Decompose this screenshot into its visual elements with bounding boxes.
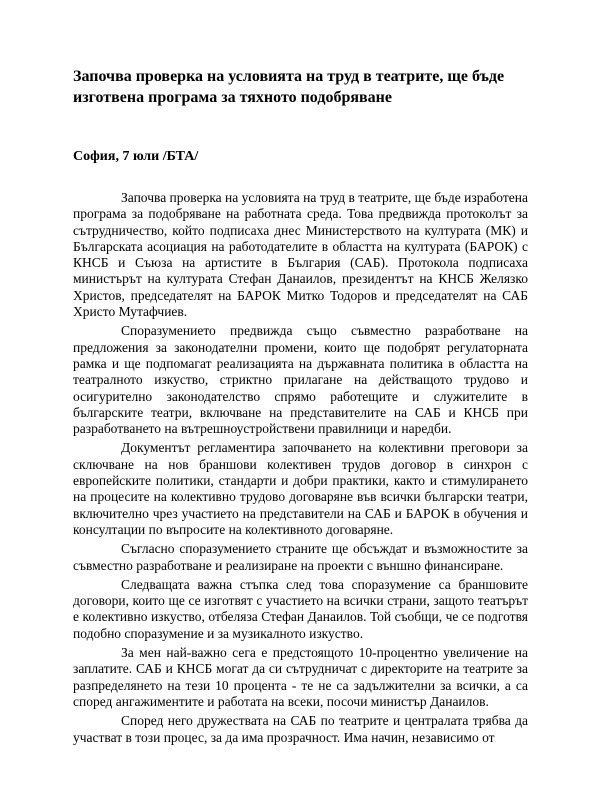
article-dateline: София, 7 юли /БТА/ [73, 149, 199, 164]
article-paragraph: Споразумението предвижда също съвместно разработване на предложения за законодателни промени, които ще подобрят регулаторната рамка и ще подпомагат реализацията на държавната политика в областта на театралното изкуство, стриктно прилагане на действащото трудово и осигурително законодателство спрямо работещите и служителите в българските театри, включване на представителите на САБ и КНСБ при разработването на вътрешноустройствени правилници и наредби. [73, 323, 528, 437]
article-paragraph: Започва проверка на условията на труд в театрите, ще бъде изработена програма за подобряване на работната среда. Това предвижда протоколът за сътрудничество, който подписаха днес Министерството на културата (МК) и Българската асоциация на работодателите в областта на културата (БАРОК) с КНСБ и Съюза на артистите в България (САБ). Протокола подписаха министърът на културата Стефан Данаилов, президентът на КНСБ Желязко Христов, председателят на БАРОК Митко Тодоров и председателят на САБ Христо Мутафчиев. [73, 190, 528, 320]
article-paragraph: Документът регламентира започването на колективни преговори за сключване на нов браншови колективен трудов договор в синхрон с европейските политики, стандарти и добри практики, както и стимулирането на процесите на колективно трудово договаряне във всички български театри, включително чрез участието на представители на САБ и БАРОК в обучения и консултации по въпросите на колективното договаряне. [73, 440, 528, 537]
article-paragraph: За мен най-важно сега е предстоящото 10-процентно увеличение на заплатите. САБ и КНСБ могат да си сътрудничат с директорите на театрите за разпределянето на тези 10 процента - те не са задължителни за всички, а са според ангажиментите и работата на всеки, посочи министър Данаилов. [73, 645, 528, 709]
article-body [73, 190, 528, 746]
article-paragraph: Според него дружествата на САБ по театрите и централата трябва да участват в този процес, за да има прозрачност. Има начин, независимо от [73, 713, 528, 745]
article-paragraph: Съгласно споразумението страните ще обсъждат и възможностите за съвместно разработване и реализиране на проекти с външно финансиране. [73, 541, 528, 573]
article-title: Започва проверка на условията на труд в театрите, ще бъде изготвена програма за тяхното подобряване [73, 68, 505, 106]
article-paragraph: Следващата важна стъпка след това споразумение са браншовите договори, които ще се изготвят с участието на всички страни, защото театърът е колективно изкуство, отбеляза Стефан Данаилов. Той съобщи, че се подготвя подобно споразумение и за музикалното изкуство. [73, 576, 528, 641]
